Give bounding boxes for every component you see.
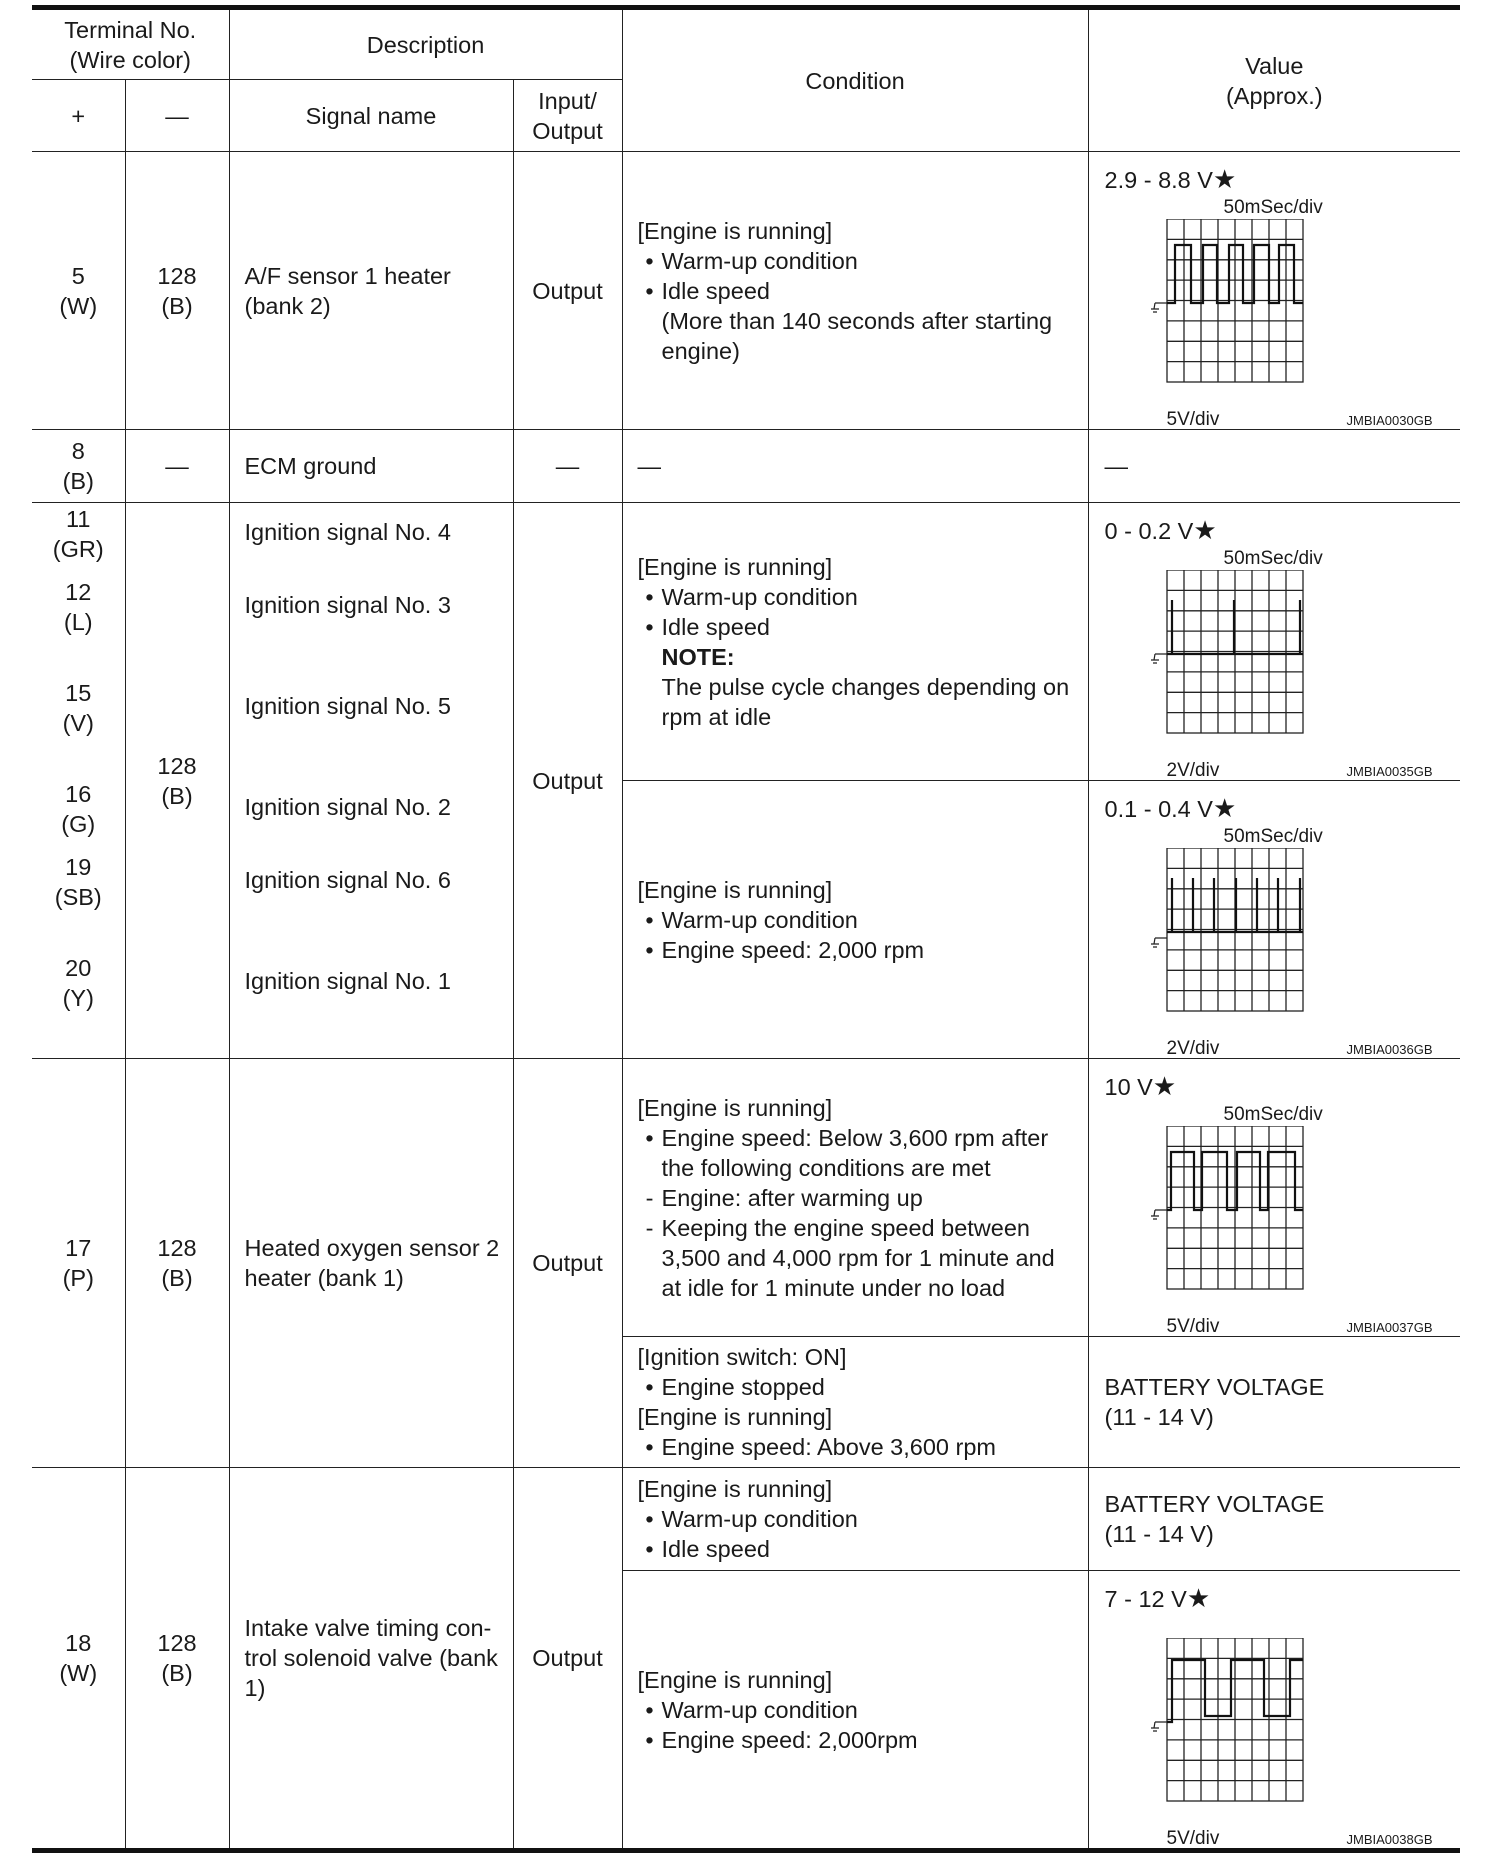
table-row [32, 152, 1460, 430]
value-text: 0.1 - 0.4 V★ [1104, 793, 1237, 823]
io-type: Output [513, 1059, 622, 1468]
ground-icon [1151, 654, 1167, 663]
star-icon: ★ [1193, 515, 1217, 545]
signal-name: Intake valve timing con- trol solenoid valve (bank 1) [229, 1468, 513, 1851]
table-row [32, 430, 1460, 503]
ground-icon [1151, 1722, 1167, 1731]
time-div-label: 50mSec/div [1223, 548, 1323, 569]
waveform-ignition-idle [1145, 570, 1315, 742]
signal-name-group [229, 503, 513, 1059]
table-row [32, 1059, 1460, 1337]
table-row [32, 503, 1460, 781]
terminal-plus: 15 (V) [62, 680, 94, 736]
signal-name: ECM ground [229, 430, 513, 503]
waveform-scope [1105, 548, 1445, 780]
signal-name: Heated oxygen sensor 2 heater (bank 1) [229, 1059, 513, 1468]
figure-code: JMBIA0036GB [1346, 1042, 1433, 1057]
io-type: — [513, 430, 622, 503]
volt-div-label: 2V/div [1166, 1038, 1220, 1059]
condition [622, 503, 1088, 781]
scope-grid [1167, 219, 1303, 382]
figure-code: JMBIA0038GB [1346, 1832, 1433, 1847]
volt-div-label: 5V/div [1166, 1828, 1220, 1849]
signal-name: A/F sensor 1 heater (bank 2) [229, 152, 513, 430]
condition-heading: [Engine is running] [637, 1666, 833, 1693]
io-type: Output [513, 503, 622, 1059]
condition: — [622, 430, 1088, 503]
condition-heading: [Engine is running] [637, 553, 833, 580]
header-row-1 [32, 8, 1460, 80]
waveform-o2-heater [1145, 1126, 1315, 1298]
figure-code: JMBIA0030GB [1346, 413, 1433, 428]
terminal-plus: 16 (G) [61, 781, 96, 837]
header-value: Value (Approx.) [1088, 8, 1460, 152]
signal-name: Ignition signal No. 4 [244, 519, 451, 545]
terminal-minus: 128 (B) [125, 1468, 229, 1851]
condition-dash: - Engine: after warming up [645, 1184, 923, 1211]
star-icon: ★ [1186, 1583, 1211, 1613]
scope-grid [1167, 1638, 1303, 1801]
value-cell: BATTERY VOLTAGE (11 - 14 V) [1088, 1337, 1460, 1468]
ground-icon [1151, 938, 1167, 947]
terminal-minus: 128 (B) [125, 503, 229, 1059]
condition [622, 1337, 1088, 1468]
ground-icon [1151, 303, 1167, 312]
volt-div-label: 2V/div [1166, 760, 1220, 781]
condition-bullet: • Engine speed: Above 3,600 rpm [645, 1434, 996, 1460]
volt-div-label: 5V/div [1166, 409, 1220, 430]
terminal-plus: 11 (GR) [52, 506, 104, 562]
terminal-plus: 20 (Y) [62, 955, 94, 1011]
time-div-label: 50mSec/div [1223, 197, 1323, 218]
condition-heading: [Engine is running] [637, 1404, 833, 1430]
table-row [32, 1468, 1460, 1571]
condition-note: (More than 140 seconds after starting engine) [661, 307, 1053, 364]
waveform-trace [1167, 878, 1303, 932]
terminal-minus: — [125, 430, 229, 503]
condition-bullet: • Idle speed [645, 1536, 770, 1562]
waveform-scope [1105, 1616, 1445, 1848]
terminal-plus: 5 (W) [32, 152, 125, 430]
signal-name: Ignition signal No. 5 [244, 693, 451, 719]
condition-bullet: • Idle speed [645, 277, 770, 304]
header-description: Description [229, 8, 622, 80]
condition-bullet: • Engine stopped [645, 1374, 825, 1400]
value-text: 10 V★ [1104, 1071, 1177, 1101]
waveform-ignition-2000rpm [1145, 848, 1315, 1020]
terminal-plus: 17 (P) [32, 1059, 125, 1468]
condition-heading: [Engine is running] [637, 1476, 833, 1502]
figure-code: JMBIA0035GB [1346, 764, 1433, 779]
ground-icon [1151, 1210, 1167, 1219]
header-io: Input/ Output [513, 80, 622, 152]
value-cell: BATTERY VOLTAGE (11 - 14 V) [1088, 1468, 1460, 1571]
terminal-plus: 18 (W) [32, 1468, 125, 1851]
condition-bullet: • Engine speed: 2,000 rpm [645, 936, 925, 963]
header-plus: + [32, 80, 125, 152]
value-cell [1088, 781, 1460, 1059]
condition [622, 152, 1088, 430]
signal-name: Ignition signal No. 2 [244, 794, 451, 820]
condition [622, 781, 1088, 1059]
waveform-scope [1105, 197, 1445, 429]
figure-code: JMBIA0037GB [1346, 1320, 1433, 1335]
time-div-label: 50mSec/div [1223, 826, 1323, 847]
signal-name: Ignition signal No. 1 [244, 968, 451, 994]
header-minus: — [125, 80, 229, 152]
condition-bullet: • Warm-up condition [645, 1506, 858, 1532]
condition [622, 1571, 1088, 1851]
condition-bullet: • Idle speed [645, 613, 770, 640]
terminal-minus: 128 (B) [125, 152, 229, 430]
condition-dash: - Keeping the engine speed between 3,500 and 4,000 rpm for 1 minute and at idle for 1 minute under no load [645, 1214, 1055, 1301]
star-icon: ★ [1212, 793, 1237, 823]
condition-bullet: • Warm-up condition [645, 906, 858, 933]
waveform-scope [1105, 1104, 1445, 1336]
terminal-spec-table [32, 5, 1460, 1853]
condition-bullet: • Engine speed: Below 3,600 rpm after the following conditions are met [645, 1124, 1049, 1181]
note-title: NOTE: [661, 643, 735, 670]
condition-heading: [Engine is running] [637, 1094, 833, 1121]
volt-div-label: 5V/div [1166, 1316, 1220, 1337]
value-cell [1088, 1571, 1460, 1851]
io-type: Output [513, 152, 622, 430]
condition-heading: [Engine is running] [637, 876, 833, 903]
time-div-label: 50mSec/div [1223, 1104, 1323, 1125]
waveform-square-5v [1145, 219, 1315, 391]
terminal-minus: 128 (B) [125, 1059, 229, 1468]
header-condition: Condition [622, 8, 1088, 152]
terminal-plus: 19 (SB) [54, 854, 102, 910]
condition [622, 1059, 1088, 1337]
value-cell [1088, 503, 1460, 781]
header-signal-name: Signal name [229, 80, 513, 152]
condition-heading: [Engine is running] [637, 217, 833, 244]
condition [622, 1468, 1088, 1571]
condition-bullet: • Engine speed: 2,000rpm [645, 1726, 918, 1753]
star-icon: ★ [1152, 1071, 1177, 1101]
value-text: 7 - 12 V★ [1104, 1583, 1211, 1613]
io-type: Output [513, 1468, 622, 1851]
value-cell: — [1088, 430, 1460, 503]
waveform-scope [1105, 826, 1445, 1058]
header-terminal: Terminal No. (Wire color) [32, 8, 229, 80]
scope-grid [1167, 1126, 1303, 1289]
value-cell [1088, 152, 1460, 430]
condition-bullet: • Warm-up condition [645, 1696, 858, 1723]
signal-name: Ignition signal No. 6 [244, 867, 451, 893]
condition-bullet: • Warm-up condition [645, 583, 858, 610]
terminal-plus-group [32, 503, 125, 1059]
waveform-ivt-solenoid [1145, 1638, 1315, 1810]
note-text: The pulse cycle changes depending on rpm at idle [661, 673, 1070, 730]
star-icon: ★ [1212, 164, 1237, 194]
terminal-plus: 12 (L) [63, 579, 93, 635]
value-cell [1088, 1059, 1460, 1337]
value-text: 2.9 - 8.8 V★ [1104, 164, 1237, 194]
value-text: 0 - 0.2 V★ [1104, 515, 1217, 545]
waveform-trace [1167, 600, 1303, 654]
condition-heading: [Ignition switch: ON] [637, 1344, 847, 1370]
terminal-plus: 8 (B) [32, 430, 125, 503]
condition-bullet: • Warm-up condition [645, 247, 858, 274]
signal-name: Ignition signal No. 3 [244, 592, 451, 618]
